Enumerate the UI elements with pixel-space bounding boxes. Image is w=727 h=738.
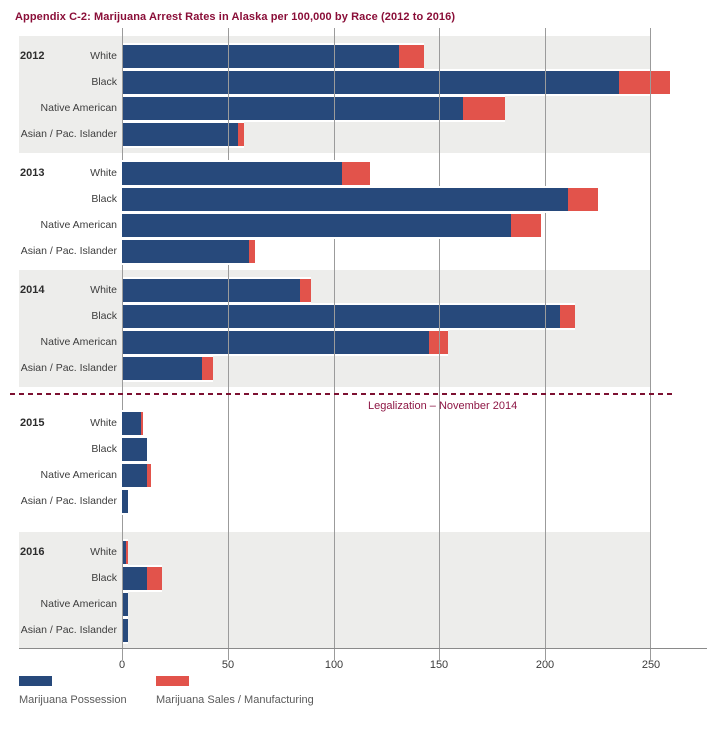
possession-segment (122, 188, 568, 211)
bar-2012-white (122, 45, 424, 68)
bar-row-2016-asian-pac-islander (19, 619, 651, 642)
sales-segment (126, 541, 128, 564)
sales-swatch-icon (156, 676, 189, 686)
x-axis-tick-label: 150 (429, 659, 449, 671)
year-label-2016: 2016 (20, 546, 45, 558)
x-axis-tick-label: 200 (535, 659, 555, 671)
bar-row-2014-asian-pac-islander (19, 357, 651, 380)
bar-row-2012-black (19, 71, 651, 94)
race-label-native-american: Native American (40, 598, 117, 610)
legend-label-possession: Marijuana Possession (19, 694, 127, 706)
gridline-150 (439, 28, 440, 660)
gridline-250 (650, 28, 651, 660)
legend-item-possession (19, 676, 156, 706)
race-label-asian-pac-islander: Asian / Pac. Islander (20, 128, 117, 140)
bar-row-2015-asian-pac-islander (19, 490, 651, 513)
sales-segment (560, 305, 575, 328)
group-gap (19, 520, 651, 532)
race-label-black: Black (91, 572, 117, 584)
year-group-2015 (19, 403, 651, 520)
legalization-label: Legalization – November 2014 (368, 400, 518, 412)
gridline-100 (334, 28, 335, 660)
race-label-black: Black (91, 310, 117, 322)
race-label-black: Black (91, 76, 117, 88)
bar-2013-asian-pac-islander (122, 240, 255, 263)
year-label-2014: 2014 (20, 284, 45, 296)
race-label-black: Black (91, 443, 117, 455)
year-group-2014 (19, 270, 651, 387)
bar-row-2012-asian-pac-islander (19, 123, 651, 146)
bar-row-2015-native-american (19, 464, 651, 487)
year-label-2015: 2015 (20, 417, 45, 429)
bar-2015-white (122, 412, 143, 435)
bar-2015-asian-pac-islander (122, 490, 128, 513)
bar-2014-white (122, 279, 311, 302)
bar-2014-asian-pac-islander (122, 357, 213, 380)
chart-plot-area (19, 36, 661, 671)
gridline-0 (122, 28, 123, 660)
race-label-white: White (90, 284, 117, 296)
possession-segment (122, 490, 128, 513)
x-axis-line (19, 648, 707, 649)
bar-2013-black (122, 188, 598, 211)
possession-segment (122, 438, 147, 461)
bar-2014-black (122, 305, 575, 328)
bar-row-2016-black (19, 567, 651, 590)
sales-segment (300, 279, 311, 302)
race-label-native-american: Native American (40, 102, 117, 114)
possession-segment (122, 162, 342, 185)
year-group-2016 (19, 532, 651, 649)
x-axis-tick-label: 50 (221, 659, 235, 671)
bar-row-2014-native-american (19, 331, 651, 354)
year-group-2013 (19, 153, 651, 270)
race-label-white: White (90, 546, 117, 558)
sales-segment (238, 123, 244, 146)
sales-segment (147, 567, 162, 590)
possession-segment (122, 123, 238, 146)
sales-segment (619, 71, 670, 94)
possession-segment (122, 97, 463, 120)
bar-row-2013-black (19, 188, 651, 211)
x-axis-tick-label: 0 (118, 659, 126, 671)
bar-row-2015-black (19, 438, 651, 461)
race-label-asian-pac-islander: Asian / Pac. Islander (20, 245, 117, 257)
race-label-black: Black (91, 193, 117, 205)
bar-row-2013-native-american (19, 214, 651, 237)
bar-row-2012-native-american (19, 97, 651, 120)
legalization-divider (19, 387, 651, 412)
race-label-asian-pac-islander: Asian / Pac. Islander (20, 495, 117, 507)
possession-segment (122, 45, 399, 68)
possession-swatch-icon (19, 676, 52, 686)
possession-segment (122, 357, 202, 380)
bar-2015-black (122, 438, 147, 461)
gridline-50 (228, 28, 229, 660)
sales-segment (342, 162, 370, 185)
possession-segment (122, 279, 300, 302)
bar-row-2013-white (19, 162, 651, 185)
gridline-200 (545, 28, 546, 660)
possession-segment (122, 305, 560, 328)
possession-segment (122, 412, 141, 435)
race-label-white: White (90, 167, 117, 179)
sales-segment (511, 214, 541, 237)
sales-segment (147, 464, 151, 487)
x-axis-tick-label: 100 (324, 659, 344, 671)
bar-row-2013-asian-pac-islander (19, 240, 651, 263)
possession-segment (122, 214, 511, 237)
sales-segment (463, 97, 505, 120)
race-label-asian-pac-islander: Asian / Pac. Islander (20, 624, 117, 636)
race-label-white: White (90, 417, 117, 429)
possession-segment (122, 331, 429, 354)
bar-2015-native-american (122, 464, 151, 487)
bar-row-2016-white (19, 541, 651, 564)
bar-2016-black (122, 567, 162, 590)
bar-2012-native-american (122, 97, 505, 120)
bar-row-2014-black (19, 305, 651, 328)
legend-label-sales: Marijuana Sales / Manufacturing (156, 694, 314, 706)
bar-2013-native-american (122, 214, 541, 237)
year-label-2012: 2012 (20, 50, 45, 62)
bar-row-2016-native-american (19, 593, 651, 616)
chart-legend (19, 676, 727, 706)
race-label-native-american: Native American (40, 219, 117, 231)
possession-segment (122, 567, 147, 590)
x-axis-tick-label: 250 (641, 659, 661, 671)
sales-segment (202, 357, 213, 380)
bar-2014-native-american (122, 331, 448, 354)
bar-row-2014-white (19, 279, 651, 302)
sales-segment (249, 240, 255, 263)
bar-2012-asian-pac-islander (122, 123, 244, 146)
bar-2013-white (122, 162, 370, 185)
year-label-2013: 2013 (20, 167, 45, 179)
chart-title: Appendix C-2: Marijuana Arrest Rates in Alaska per 100,000 by Race (2012 to 2016) (15, 11, 456, 23)
race-label-native-american: Native American (40, 469, 117, 481)
bar-row-2012-white (19, 45, 651, 68)
possession-segment (122, 464, 147, 487)
year-group-2012 (19, 36, 651, 153)
race-label-asian-pac-islander: Asian / Pac. Islander (20, 362, 117, 374)
race-label-native-american: Native American (40, 336, 117, 348)
bar-2012-black (122, 71, 670, 94)
race-label-white: White (90, 50, 117, 62)
legalization-dashed-line (10, 393, 672, 395)
sales-segment (141, 412, 143, 435)
legend-item-sales (156, 676, 314, 706)
sales-segment (568, 188, 598, 211)
bar-row-2015-white (19, 412, 651, 435)
sales-segment (399, 45, 424, 68)
possession-segment (122, 240, 249, 263)
